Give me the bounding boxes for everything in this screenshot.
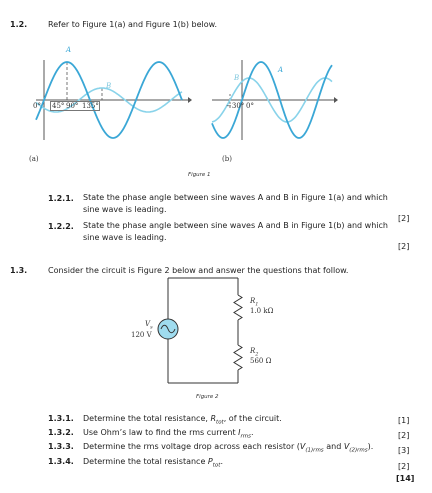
fig-1b-label-b: B xyxy=(234,74,240,82)
fig-1a-tick-90: 90° xyxy=(66,102,79,110)
q-1-3-3-number: 1.3.3. xyxy=(48,442,74,451)
resistor-r1-symbol xyxy=(234,295,242,320)
section-number-1-2: 1.2. xyxy=(10,20,28,29)
fig-1a-tick-box xyxy=(50,101,100,111)
q-1-2-2-marks: [2] xyxy=(398,242,410,251)
q-1-3-1-text-start: Determine the total resistance, xyxy=(83,414,211,423)
fig-1a-tick-0: 0° xyxy=(33,102,41,110)
resistor-r2-value: 560 Ω xyxy=(250,357,272,365)
q-1-3-3-subscript-2: (2)rms xyxy=(349,447,368,454)
q-1-2-2-text: State the phase angle between sine waves A and B in Figure 1(b) and which sine wave is leading. xyxy=(83,221,388,242)
q-1-3-2-symbol: I xyxy=(238,428,241,437)
q-1-2-1-text: State the phase angle between sine waves A and B in Figure 1(a) and which sine wave is leading. xyxy=(83,193,388,214)
q-1-2-2-number: 1.2.2. xyxy=(48,222,74,231)
q-1-2-1-number: 1.2.1. xyxy=(48,194,74,203)
r1-subscript: 1 xyxy=(255,301,259,308)
q-1-3-3-subscript-1: (1)rms xyxy=(305,447,324,454)
fig-1a-label-a: A xyxy=(66,46,72,54)
section-1-2-instruction: Refer to Figure 1(a) and Figure 1(b) below. xyxy=(48,20,217,29)
q-1-3-3-symbol-2: V xyxy=(343,442,350,451)
q-1-3-4-number: 1.3.4. xyxy=(48,457,74,466)
figure-1a-sine-waves xyxy=(30,40,190,160)
q-1-3-4-text-end: . xyxy=(220,457,223,466)
source-subscript: s xyxy=(150,324,153,331)
q-1-3-4-text-start: Determine the total resistance xyxy=(83,457,208,466)
fig-1b-label-a: A xyxy=(278,66,284,74)
fig-1b-caption: (b) xyxy=(222,155,232,163)
source-symbol: V xyxy=(145,320,151,328)
q-1-3-3-marks: [3] xyxy=(398,446,410,455)
q-1-3-3-text-mid: and xyxy=(323,442,344,451)
q-1-3-1-number: 1.3.1. xyxy=(48,414,74,423)
fig-1a-tick-45: 45° xyxy=(52,102,65,110)
total-marks: [14] xyxy=(396,474,415,483)
fig-1a-tick-135: 135° xyxy=(82,102,99,110)
figure-2-caption: Figure 2 xyxy=(196,394,219,400)
q-1-3-4-subscript: tot xyxy=(212,462,221,469)
q-1-3-2-marks: [2] xyxy=(398,431,410,440)
resistor-r1-value: 1.0 kΩ xyxy=(250,307,274,315)
q-1-3-1-symbol: R xyxy=(210,414,217,423)
q-1-3-2-number: 1.3.2. xyxy=(48,428,74,437)
q-1-3-2-text-end: . xyxy=(251,428,254,437)
q-1-3-3-text-start: Determine the rms voltage drop across each resistor ( xyxy=(83,442,300,451)
fig-1b-tick-minus-30: −30° xyxy=(226,102,245,110)
figure-1-caption: Figure 1 xyxy=(188,172,211,178)
figure-1b-sine-waves xyxy=(210,45,335,155)
source-label xyxy=(145,320,153,330)
resistor-r2-label xyxy=(250,347,258,357)
figure-2-circuit xyxy=(150,275,260,390)
fig-1a-label-b: B xyxy=(106,82,112,90)
resistor-r2-symbol xyxy=(234,345,242,370)
q-1-3-2-subscript: rms xyxy=(240,433,251,440)
resistor-r1-label xyxy=(250,297,258,307)
r2-subscript: 2 xyxy=(255,351,259,358)
q-1-3-4-marks: [2] xyxy=(398,462,410,471)
q-1-3-1-text xyxy=(83,414,282,426)
q-1-3-1-subscript: tot xyxy=(216,419,224,426)
r2-symbol: R xyxy=(250,347,256,355)
q-1-3-3-symbol-1: V xyxy=(299,442,306,451)
section-1-3-instruction: Consider the circuit is Figure 2 below and answer the questions that follow. xyxy=(48,266,349,275)
fig-1b-tick-0: 0° xyxy=(246,102,254,110)
section-number-1-3: 1.3. xyxy=(10,266,28,275)
q-1-3-1-marks: [1] xyxy=(398,416,410,425)
q-1-3-2-text xyxy=(83,428,254,440)
r1-symbol: R xyxy=(250,297,256,305)
source-voltage-value: 120 V xyxy=(131,331,152,339)
q-1-3-1-text-end: , of the circuit. xyxy=(223,414,282,423)
fig-1a-caption: (a) xyxy=(29,155,39,163)
q-1-3-4-symbol: P xyxy=(207,457,213,466)
q-1-3-2-text-start: Use Ohm’s law to find the rms current xyxy=(83,428,239,437)
q-1-2-1-marks: [2] xyxy=(398,214,410,223)
q-1-3-3-text-end: ). xyxy=(367,442,374,451)
q-1-3-4-text xyxy=(83,457,223,469)
fig-1a-axis-arrow xyxy=(188,97,192,103)
q-1-3-3-text xyxy=(83,442,373,454)
fig-1b-axis-arrow xyxy=(334,97,338,103)
